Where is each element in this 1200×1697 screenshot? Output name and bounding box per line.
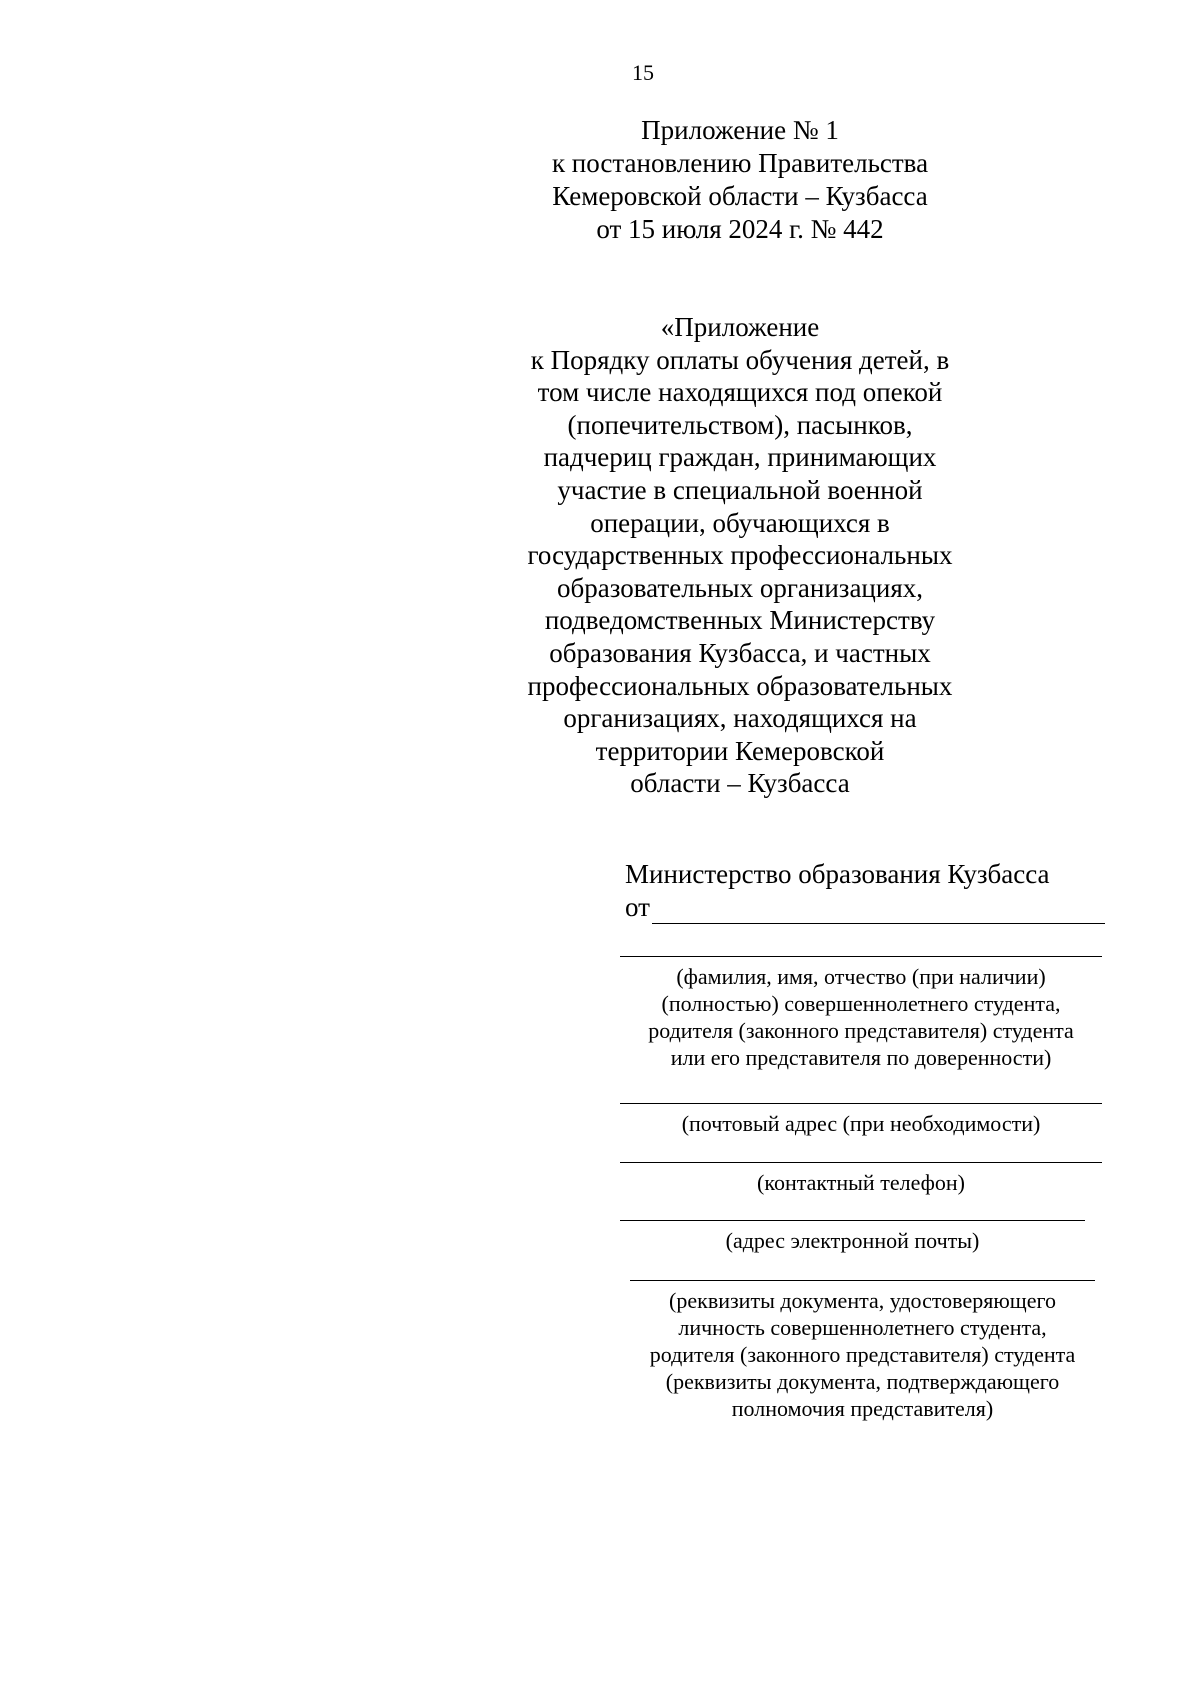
appendix-header-line: от 15 июля 2024 г. № 442 <box>596 214 884 244</box>
appendix-header-line: Приложение № 1 <box>641 115 839 145</box>
caption-line: родителя (законного представителя) студента <box>648 1018 1074 1043</box>
sub-appendix-line: подведомственных Министерству <box>544 605 936 636</box>
sub-appendix-line: профессиональных образовательных <box>527 670 953 701</box>
email-field <box>620 1220 1085 1254</box>
appendix-header-line: к постановлению Правительства <box>551 148 929 178</box>
id-document-field <box>630 1280 1095 1422</box>
caption-line: родителя (законного представителя) студента <box>649 1342 1076 1367</box>
sub-appendix-line: операции, обучающихся в <box>590 507 890 538</box>
page-number: 15 <box>632 60 654 85</box>
postal-address-field <box>620 1103 1102 1137</box>
sub-appendix-line: территории Кемеровской <box>595 735 885 766</box>
caption-line: (почтовый адрес (при необходимости) <box>681 1111 1041 1136</box>
from-row <box>625 891 1105 924</box>
caption-line: (полностью) совершеннолетнего студента, <box>661 991 1061 1016</box>
caption-line: личность совершеннолетнего студента, <box>678 1315 1047 1340</box>
sub-appendix-line: падчериц граждан, принимающих <box>543 442 937 473</box>
caption-line: (адрес электронной почты) <box>725 1228 980 1253</box>
sub-appendix-line: том числе находящихся под опекой <box>537 377 943 408</box>
full-name-field <box>620 956 1102 1071</box>
caption-line: или его представителя по доверенности) <box>670 1045 1052 1070</box>
addressee-name: Министерство образования Кузбасса <box>625 859 1050 889</box>
sub-appendix-line: (попечительством), пасынков, <box>567 409 913 440</box>
id-document-caption <box>630 1281 1095 1422</box>
caption-line: (контактный телефон) <box>757 1170 965 1195</box>
appendix-header-line: Кемеровской области – Кузбасса <box>552 181 928 211</box>
sub-appendix-line: образовательных организациях, <box>557 572 923 603</box>
caption-line: полномочия представителя) <box>731 1396 994 1421</box>
sub-appendix-line: «Приложение <box>660 312 820 342</box>
from-label: от <box>625 892 650 922</box>
sub-appendix-line: области – Кузбасса <box>630 768 850 799</box>
caption-line: (реквизиты документа, подтверждающего <box>665 1369 1060 1394</box>
email-caption <box>620 1221 1085 1254</box>
caption-line: (фамилия, имя, отчество (при наличии) <box>676 964 1046 989</box>
sub-appendix-header <box>490 311 990 800</box>
phone-caption <box>620 1163 1102 1196</box>
appendix-header <box>490 114 990 246</box>
sub-appendix-line: участие в специальной военной <box>557 474 923 505</box>
sub-appendix-line: государственных профессиональных <box>527 540 953 571</box>
full-name-caption <box>620 957 1102 1071</box>
caption-line: (реквизиты документа, удостоверяющего <box>669 1288 1056 1313</box>
sub-appendix-line: к Порядку оплаты обучения детей, в <box>530 344 950 375</box>
sub-appendix-line: образования Кузбасса, и частных <box>549 637 931 668</box>
phone-field <box>620 1162 1102 1196</box>
addressee-block <box>625 858 1105 924</box>
from-input-line[interactable] <box>652 897 1105 924</box>
sub-appendix-line: организациях, находящихся на <box>563 703 917 734</box>
postal-address-caption <box>620 1104 1102 1137</box>
